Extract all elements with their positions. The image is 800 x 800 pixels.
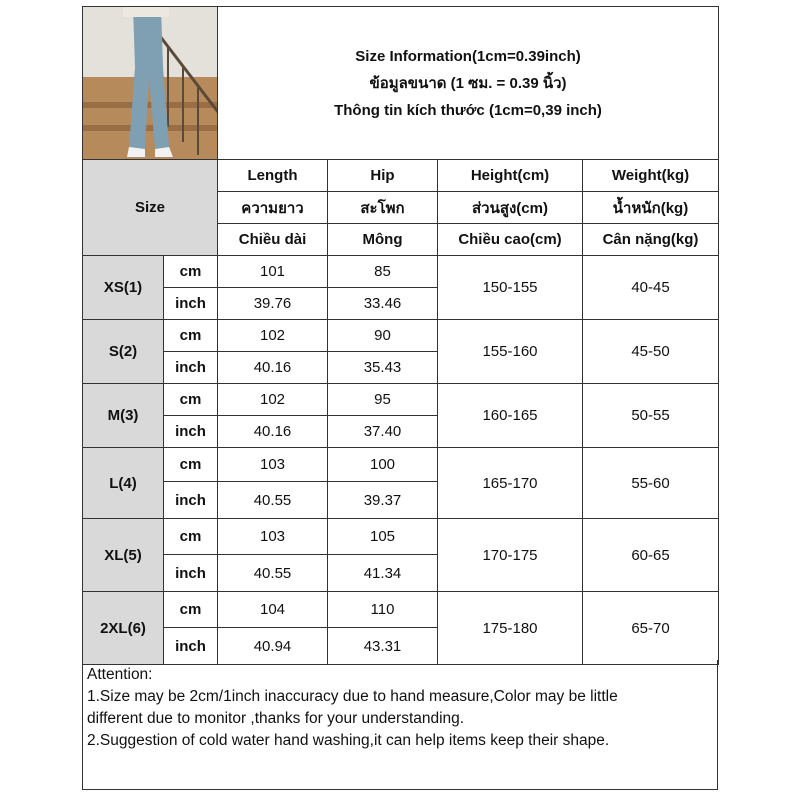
unit-inch: inch (164, 416, 218, 448)
length-inch: 39.76 (218, 288, 328, 320)
height-range: 160-165 (438, 384, 583, 448)
size-label: 2XL(6) (83, 592, 164, 665)
length-cm: 102 (218, 384, 328, 416)
table-row (83, 320, 719, 352)
size-chart-table (82, 6, 719, 665)
table-row (83, 519, 719, 555)
hip-inch: 33.46 (328, 288, 438, 320)
size-column-header: Size (83, 160, 218, 256)
size-label: XS(1) (83, 256, 164, 320)
length-cm: 104 (218, 592, 328, 628)
height-range: 155-160 (438, 320, 583, 384)
unit-cm: cm (164, 320, 218, 352)
attention-notes (82, 660, 718, 790)
unit-cm: cm (164, 519, 218, 555)
header-length-en: Length (218, 160, 328, 192)
weight-range: 60-65 (583, 519, 719, 592)
table-row (83, 256, 719, 288)
jeans-photo-illustration (83, 7, 218, 159)
header-weight-en: Weight(kg) (583, 160, 719, 192)
length-cm: 102 (218, 320, 328, 352)
hip-cm: 95 (328, 384, 438, 416)
title-english: Size Information(1cm=0.39inch) (355, 47, 581, 65)
header-length-vi: Chiều dài (218, 224, 328, 256)
height-range: 150-155 (438, 256, 583, 320)
hip-inch: 41.34 (328, 555, 438, 592)
weight-range: 50-55 (583, 384, 719, 448)
length-cm: 101 (218, 256, 328, 288)
size-label: L(4) (83, 448, 164, 519)
unit-inch: inch (164, 288, 218, 320)
attention-line: 1.Size may be 2cm/1inch inaccuracy due to hand measure,Color may be little (87, 688, 618, 705)
hip-cm: 90 (328, 320, 438, 352)
weight-range: 40-45 (583, 256, 719, 320)
weight-range: 65-70 (583, 592, 719, 665)
hip-cm: 100 (328, 448, 438, 482)
hip-inch: 37.40 (328, 416, 438, 448)
header-hip-th: สะโพก (328, 192, 438, 224)
size-label: S(2) (83, 320, 164, 384)
header-height-th: ส่วนสูง(cm) (438, 192, 583, 224)
length-inch: 40.16 (218, 352, 328, 384)
attention-heading: Attention: (87, 666, 153, 683)
hip-inch: 43.31 (328, 628, 438, 665)
table-row (83, 592, 719, 628)
table-row (83, 448, 719, 482)
size-label: M(3) (83, 384, 164, 448)
size-label: XL(5) (83, 519, 164, 592)
length-cm: 103 (218, 519, 328, 555)
height-range: 170-175 (438, 519, 583, 592)
unit-inch: inch (164, 628, 218, 665)
height-range: 165-170 (438, 448, 583, 519)
header-length-th: ความยาว (218, 192, 328, 224)
weight-range: 45-50 (583, 320, 719, 384)
header-hip-vi: Mông (328, 224, 438, 256)
length-inch: 40.55 (218, 482, 328, 519)
hip-cm: 105 (328, 519, 438, 555)
attention-line: 2.Suggestion of cold water hand washing,it can help items keep their shape. (87, 732, 610, 749)
title-vietnamese: Thông tin kích thước (1cm=0,39 inch) (334, 101, 602, 119)
header-weight-vi: Cân nặng(kg) (583, 224, 719, 256)
header-weight-th: น้ำหนัก(kg) (583, 192, 719, 224)
title-thai: ข้อมูลขนาด (1 ซม. = 0.39 นิ้ว) (369, 74, 567, 92)
unit-inch: inch (164, 482, 218, 519)
hip-cm: 85 (328, 256, 438, 288)
header-height-vi: Chiều cao(cm) (438, 224, 583, 256)
size-info-title (218, 7, 719, 160)
unit-cm: cm (164, 384, 218, 416)
hip-inch: 39.37 (328, 482, 438, 519)
unit-cm: cm (164, 592, 218, 628)
length-inch: 40.16 (218, 416, 328, 448)
header-height-en: Height(cm) (438, 160, 583, 192)
unit-inch: inch (164, 555, 218, 592)
header-hip-en: Hip (328, 160, 438, 192)
length-inch: 40.94 (218, 628, 328, 665)
unit-inch: inch (164, 352, 218, 384)
length-inch: 40.55 (218, 555, 328, 592)
hip-cm: 110 (328, 592, 438, 628)
product-photo (83, 7, 218, 160)
unit-cm: cm (164, 448, 218, 482)
unit-cm: cm (164, 256, 218, 288)
height-range: 175-180 (438, 592, 583, 665)
length-cm: 103 (218, 448, 328, 482)
table-row (83, 384, 719, 416)
attention-line: different due to monitor ,thanks for your understanding. (87, 710, 465, 727)
hip-inch: 35.43 (328, 352, 438, 384)
weight-range: 55-60 (583, 448, 719, 519)
